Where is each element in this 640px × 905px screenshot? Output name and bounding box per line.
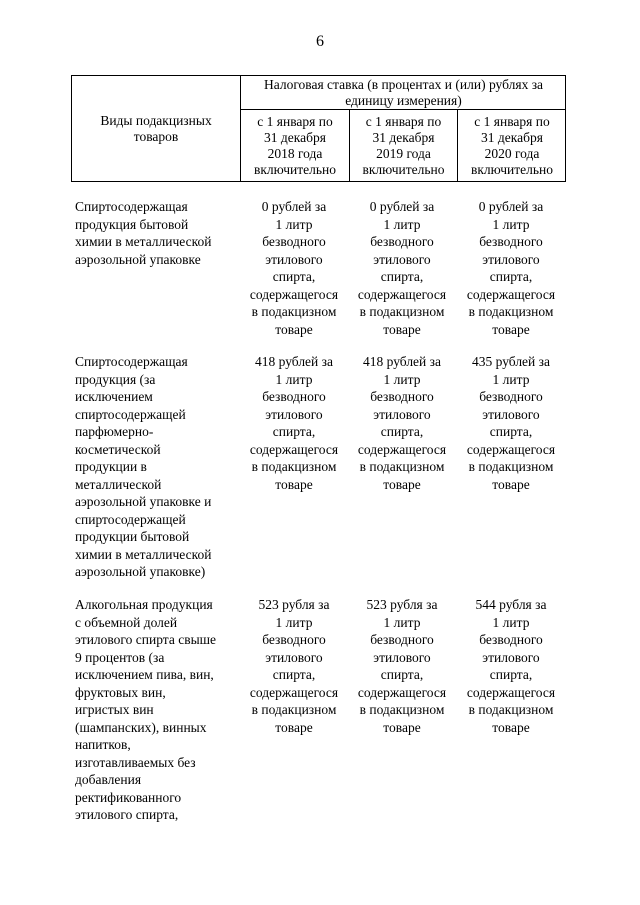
- table-cell-rate: 418 рублей за 1 литр безводного этилового спирта, содержащегося в подакцизном товаре: [357, 354, 447, 492]
- table-cell-rate: 523 рубля за 1 литр безводного этилового спирта, содержащегося в подакцизном товаре: [357, 597, 447, 735]
- page-number: 6: [316, 33, 324, 50]
- table-header: [71, 75, 566, 182]
- header-period-2020: с 1 января по 31 декабря 2020 года включительно: [470, 113, 553, 177]
- table-cell-rate: 0 рублей за 1 литр безводного этилового спирта, содержащегося в подакцизном товаре: [357, 199, 447, 337]
- table-row-name: Алкогольная продукция с объемной долей этилового спирта свыше 9 процентов (за исключением пива, вин, фруктовых вин, игристых вин (шампанских), винных напитков, изготавливаемых без добавления ректификованного этилового спирта,: [75, 597, 217, 822]
- header-period-2018: с 1 января по 31 декабря 2018 года включительно: [253, 113, 336, 177]
- table-cell-rate: 544 рубля за 1 литр безводного этилового спирта, содержащегося в подакцизном товаре: [466, 597, 556, 735]
- table-row-name: Спиртосодержащая продукция (за исключением спиртосодержащей парфюмерно- косметической продукции в металлической аэрозольной упаковке и спиртосодержащей продукции бытовой химии в металлической аэрозольной упаковке): [75, 354, 212, 579]
- table-row-name: Спиртосодержащая продукция бытовой химии в металлической аэрозольной упаковке: [75, 199, 212, 267]
- header-period-2019: с 1 января по 31 декабря 2019 года включительно: [362, 113, 445, 177]
- table-cell-rate: 435 рублей за 1 литр безводного этилового спирта, содержащегося в подакцизном товаре: [466, 354, 556, 492]
- header-goods-column: Виды подакцизных товаров: [100, 112, 212, 144]
- table-cell-rate: 0 рублей за 1 литр безводного этилового спирта, содержащегося в подакцизном товаре: [249, 199, 339, 337]
- table-cell-rate: 523 рубля за 1 литр безводного этилового спирта, содержащегося в подакцизном товаре: [249, 597, 339, 735]
- table-cell-rate: 418 рублей за 1 литр безводного этилового спирта, содержащегося в подакцизном товаре: [249, 354, 339, 492]
- header-rate-title: Налоговая ставка (в процентах и (или) рублях за единицу измерения): [263, 76, 544, 108]
- table-cell-rate: 0 рублей за 1 литр безводного этилового спирта, содержащегося в подакцизном товаре: [466, 199, 556, 337]
